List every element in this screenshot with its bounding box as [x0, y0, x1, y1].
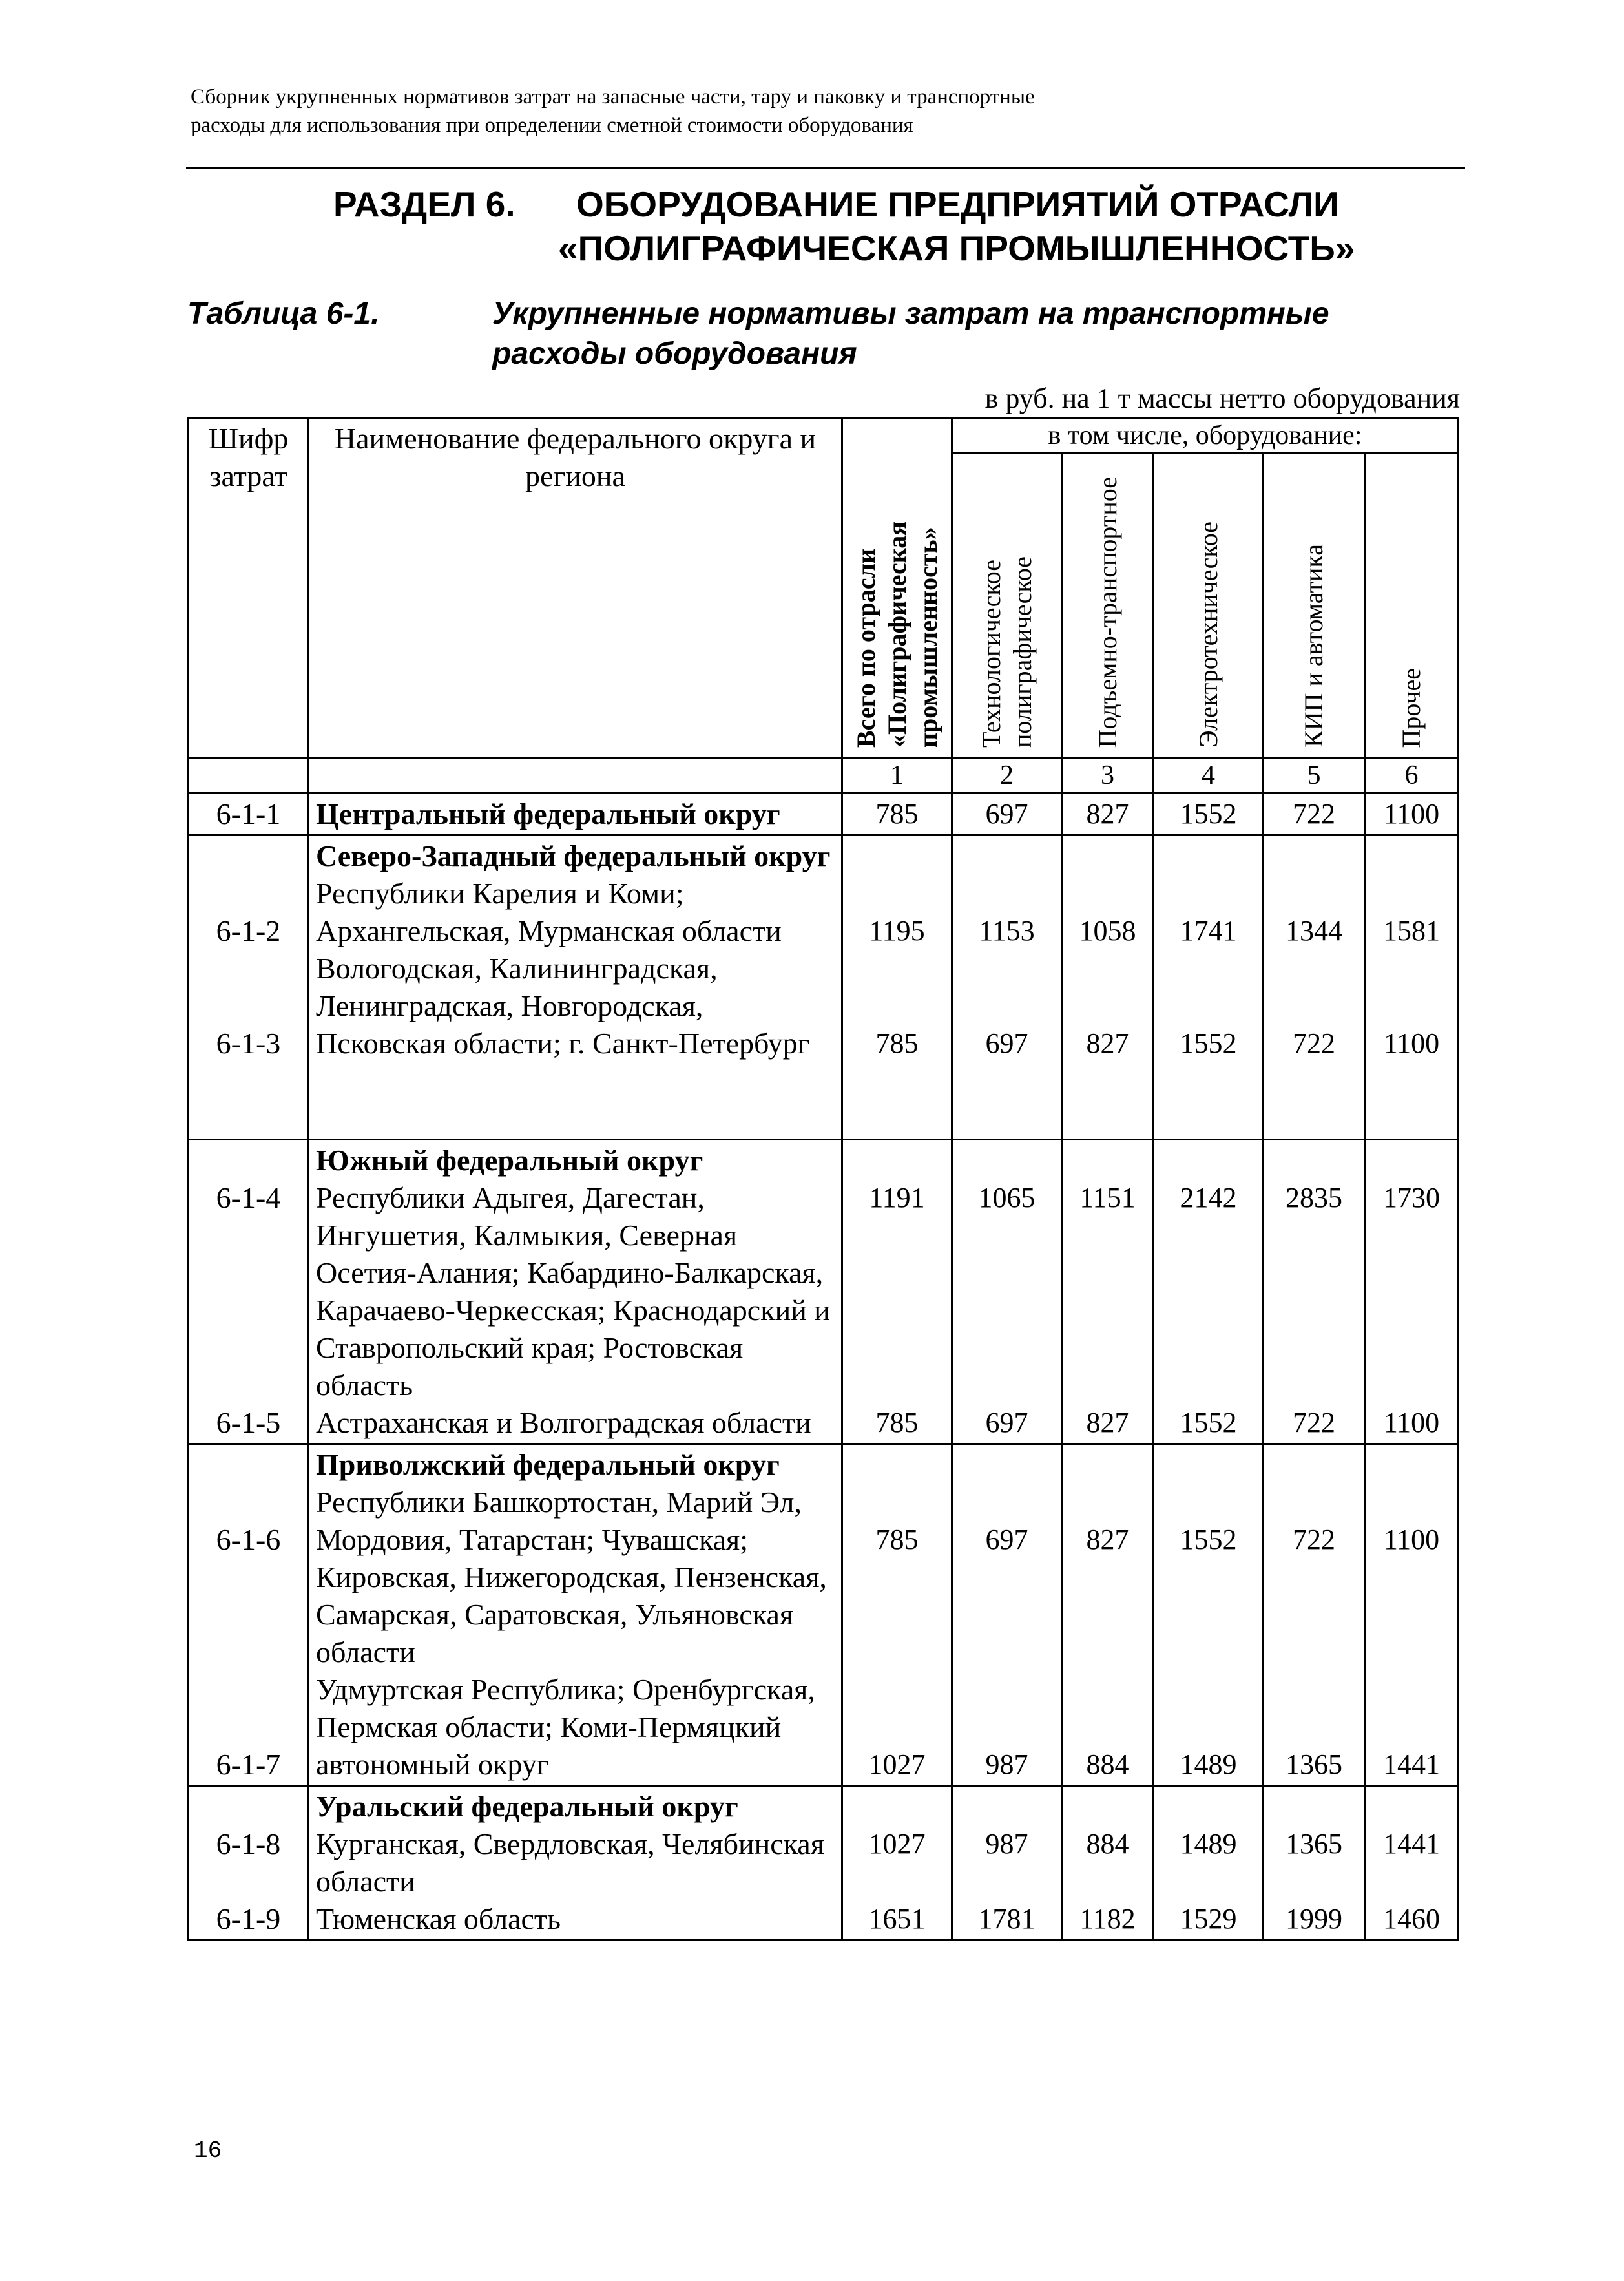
value-technological: 987 [985, 1828, 1028, 1860]
header-col-4 [1154, 454, 1264, 758]
value-technological-cell [952, 1786, 1062, 1940]
value-electrical-cell [1154, 1444, 1264, 1786]
value-lifting: 884 [1086, 1749, 1129, 1780]
row-name-cell [309, 1444, 842, 1786]
row-code: 6-1-2 [216, 914, 281, 947]
value-lifting-cell [1062, 1786, 1154, 1940]
value-electrical-cell [1154, 1140, 1264, 1444]
row-code-cell [189, 1444, 309, 1786]
value-electrical: 1489 [1180, 1828, 1237, 1860]
value-total: 785 [842, 794, 952, 836]
value-instrumentation: 722 [1264, 794, 1365, 836]
value-technological: 697 [952, 794, 1062, 836]
value-lifting: 1151 [1079, 1182, 1136, 1214]
row-name-cell [309, 1786, 842, 1940]
district-title: Уральский федеральный округ [316, 1790, 738, 1823]
running-head-line-1: Сборник укрупненных нормативов затрат на запасные части, тару и паковку и транспортные [191, 85, 1035, 109]
district-title: Южный федеральный округ [316, 1144, 703, 1177]
column-number-row [189, 758, 1459, 794]
value-electrical: 1489 [1180, 1749, 1237, 1780]
page-number: 16 [194, 2138, 222, 2164]
value-technological: 697 [985, 1524, 1028, 1555]
value-lifting-cell [1062, 1140, 1154, 1444]
district-title: Приволжский федеральный округ [316, 1448, 780, 1481]
district-title: Центральный федеральный округ [309, 794, 842, 836]
value-technological: 1065 [978, 1182, 1036, 1214]
value-total-cell [842, 836, 952, 1140]
value-other: 1460 [1383, 1903, 1440, 1935]
table-row [189, 1444, 1459, 1786]
region-name: Курганская, Свердловская, Челябинская области [316, 1827, 824, 1898]
value-other-cell [1365, 836, 1459, 1140]
col-number-3: 3 [1062, 758, 1154, 794]
table-row [189, 794, 1459, 836]
value-electrical: 2142 [1180, 1182, 1237, 1214]
value-technological: 1781 [978, 1903, 1036, 1935]
row-code: 6-1-7 [216, 1748, 281, 1781]
section-title-line-1: ОБОРУДОВАНИЕ ПРЕДПРИЯТИЙ ОТРАСЛИ [576, 184, 1339, 224]
value-other-cell [1365, 1140, 1459, 1444]
region-name: Республики Адыгея, Дагестан, Ингушетия, Калмыкия, Северная Осетия-Алания; Кабардино-Балкарская, Карачаево-Черкесская; Краснодарский и Ставропольский края; Ростовская область [316, 1181, 830, 1402]
value-lifting: 1058 [1079, 915, 1136, 947]
row-code: 6-1-8 [216, 1827, 281, 1860]
value-technological: 1153 [979, 915, 1035, 947]
value-total: 1191 [869, 1182, 925, 1214]
value-other: 1441 [1383, 1749, 1440, 1780]
value-electrical: 1552 [1180, 1524, 1237, 1555]
value-instrumentation-cell [1264, 1444, 1365, 1786]
header-col-4-text: Электротехническое [1193, 521, 1223, 748]
value-instrumentation-cell [1264, 1786, 1365, 1940]
region-name: Вологодская, Калининградская, Ленинградская, Новгородская, Псковская области; г. Санкт-Петербург [316, 952, 810, 1060]
units-note: в руб. на 1 т массы нетто оборудования [984, 383, 1460, 414]
table-caption-label: Таблица 6-1. [187, 297, 380, 331]
value-lifting: 1182 [1079, 1903, 1136, 1935]
row-code: 6-1-3 [216, 1027, 281, 1060]
value-lifting: 884 [1086, 1828, 1129, 1860]
value-instrumentation: 722 [1293, 1027, 1335, 1059]
region-name: Удмуртская Республика; Оренбургская, Пермская области; Коми-Пермяцкий автономный округ [316, 1673, 815, 1781]
header-col-6 [1365, 454, 1459, 758]
row-code-cell [189, 836, 309, 1140]
table-row [189, 836, 1459, 1140]
col-number-5: 5 [1264, 758, 1365, 794]
value-other: 1100 [1383, 1407, 1440, 1438]
table-row [189, 1140, 1459, 1444]
value-electrical: 1552 [1180, 1027, 1237, 1059]
value-total: 1027 [868, 1828, 926, 1860]
row-code: 6-1-9 [216, 1902, 281, 1935]
table-body [189, 794, 1459, 1940]
value-electrical: 1529 [1180, 1903, 1237, 1935]
value-lifting-cell [1062, 1444, 1154, 1786]
header-col-5 [1264, 454, 1365, 758]
value-total: 1651 [868, 1903, 926, 1935]
value-other: 1100 [1383, 1524, 1440, 1555]
header-code: Шифр затрат [189, 418, 309, 758]
value-lifting-cell [1062, 836, 1154, 1140]
value-electrical: 1741 [1180, 915, 1237, 947]
col-number-4: 4 [1154, 758, 1264, 794]
table-row [189, 1786, 1459, 1940]
district-title: Северо-Западный федеральный округ [316, 839, 831, 872]
value-instrumentation: 722 [1293, 1407, 1335, 1438]
row-code: 6-1-6 [216, 1523, 281, 1556]
value-instrumentation: 1365 [1286, 1828, 1342, 1860]
running-head-line-2: расходы для использования при определении сметной стоимости оборудования [191, 114, 913, 137]
value-lifting: 827 [1086, 1407, 1129, 1438]
value-total-cell [842, 1444, 952, 1786]
row-code: 6-1-5 [216, 1406, 281, 1439]
value-technological: 697 [985, 1027, 1028, 1059]
value-other-cell [1365, 1444, 1459, 1786]
table-caption-text: Укрупненные нормативы затрат на транспортные расходы оборудования [492, 297, 1329, 371]
value-technological: 987 [985, 1749, 1028, 1780]
header-col-5-text: КИП и автоматика [1299, 544, 1328, 748]
row-code: 6-1-1 [189, 794, 309, 836]
row-code-cell [189, 1786, 309, 1940]
value-other: 1100 [1383, 1027, 1440, 1059]
region-name: Республики Карелия и Коми; Архангельская, Мурманская области [316, 877, 782, 947]
value-total: 1027 [868, 1749, 926, 1780]
header-col-1-text: Всего по отрасли «Полиграфическая промышленность» [851, 521, 942, 748]
row-code-cell [189, 1140, 309, 1444]
value-electrical: 1552 [1154, 794, 1264, 836]
value-other: 1100 [1365, 794, 1459, 836]
value-instrumentation: 722 [1293, 1524, 1335, 1555]
value-other: 1730 [1383, 1182, 1440, 1214]
col-number-blank-name [309, 758, 842, 794]
region-name: Республики Башкортостан, Марий Эл, Мордовия, Татарстан; Чувашская; Кировская, Нижегородская, Пензенская, Самарская, Саратовская, Ульяновская области [316, 1486, 827, 1668]
value-instrumentation-cell [1264, 836, 1365, 1140]
header-name: Наименование федерального округа и региона [309, 418, 842, 758]
header-including: в том числе, оборудование: [952, 418, 1459, 454]
value-technological: 697 [985, 1407, 1028, 1438]
value-total: 785 [875, 1524, 919, 1555]
value-other: 1581 [1383, 915, 1440, 947]
value-technological-cell [952, 1444, 1062, 1786]
header-col-3 [1062, 454, 1154, 758]
value-technological-cell [952, 1140, 1062, 1444]
col-number-blank-code [189, 758, 309, 794]
header-col-3-text: Подъемно-транспортное [1092, 476, 1122, 748]
value-instrumentation: 2835 [1286, 1182, 1342, 1214]
value-instrumentation: 1344 [1286, 915, 1342, 947]
value-lifting: 827 [1086, 1027, 1129, 1059]
value-lifting: 827 [1062, 794, 1154, 836]
value-total-cell [842, 1140, 952, 1444]
header-rule [186, 167, 1465, 169]
header-col-1 [842, 418, 952, 758]
header-col-2-text: Технологическое полиграфическое [976, 556, 1037, 748]
value-total: 785 [875, 1027, 919, 1059]
value-instrumentation: 1999 [1286, 1903, 1342, 1935]
row-name-cell [309, 836, 842, 1140]
col-number-2: 2 [952, 758, 1062, 794]
running-head [191, 83, 1470, 140]
header-col-2 [952, 454, 1062, 758]
value-instrumentation: 1365 [1286, 1749, 1342, 1780]
value-electrical-cell [1154, 836, 1264, 1140]
col-number-6: 6 [1365, 758, 1459, 794]
section-title-line-2: «ПОЛИГРАФИЧЕСКАЯ ПРОМЫШЛЕННОСТЬ» [558, 228, 1355, 268]
value-electrical-cell [1154, 1786, 1264, 1940]
value-instrumentation-cell [1264, 1140, 1365, 1444]
value-total: 1195 [869, 915, 925, 947]
value-lifting: 827 [1086, 1524, 1129, 1555]
norms-table [187, 417, 1459, 1941]
value-electrical: 1552 [1180, 1407, 1237, 1438]
row-name-cell [309, 1140, 842, 1444]
region-name: Астраханская и Волгоградская области [316, 1406, 811, 1439]
value-other-cell [1365, 1786, 1459, 1940]
row-code: 6-1-4 [216, 1181, 281, 1214]
section-label: РАЗДЕЛ 6. [333, 184, 515, 224]
region-name: Тюменская область [316, 1902, 561, 1935]
header-col-6-text: Прочее [1397, 667, 1426, 748]
value-total: 785 [875, 1407, 919, 1438]
value-technological-cell [952, 836, 1062, 1140]
value-total-cell [842, 1786, 952, 1940]
col-number-1: 1 [842, 758, 952, 794]
value-other: 1441 [1383, 1828, 1440, 1860]
